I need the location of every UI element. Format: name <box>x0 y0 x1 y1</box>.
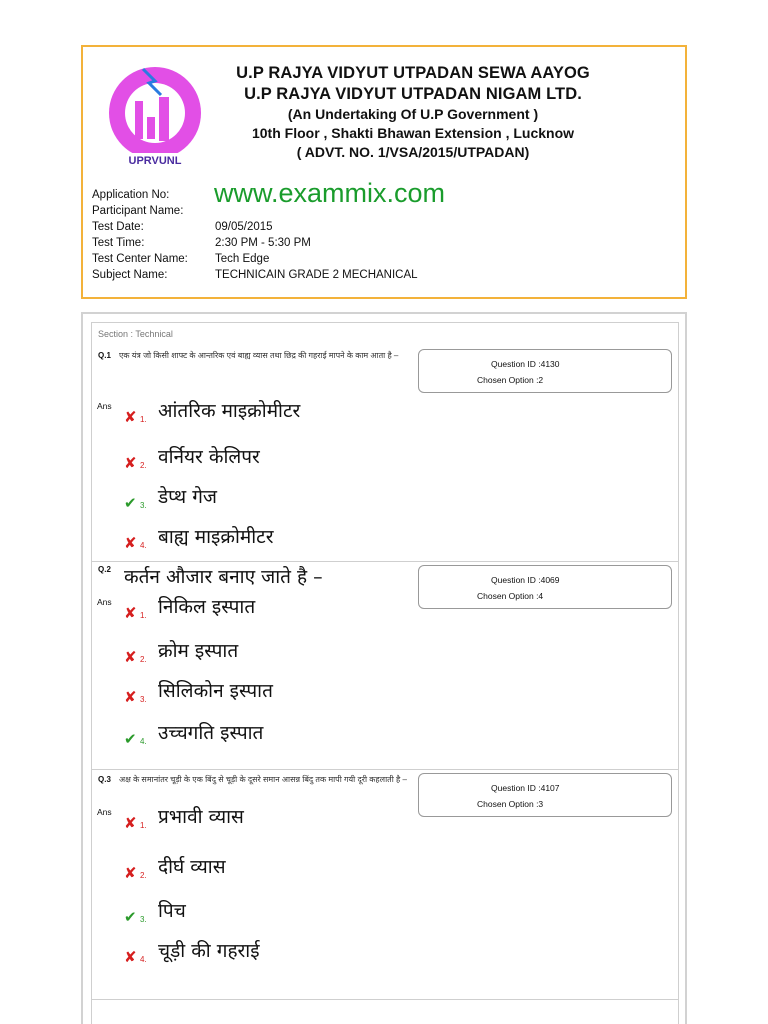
header-titles <box>213 63 613 162</box>
info-value: Tech Edge <box>215 253 270 265</box>
info-row <box>92 187 418 203</box>
option-number: 1. <box>140 821 147 830</box>
ans-label: Ans <box>97 401 112 411</box>
cross-icon: ✘ <box>124 409 137 426</box>
header-box <box>81 45 687 299</box>
option-text: पिच <box>158 900 186 922</box>
question-info-box <box>418 565 672 609</box>
option-number: 3. <box>140 695 147 704</box>
chosen-option: Chosen Option :4 <box>477 591 544 601</box>
question-text: अक्ष के समानांतर चूड़ी के एक बिंदु से चूड़ी के दूसरे समान आसन्न बिंदु तक मापी गयी दूरी कहलाती है – <box>119 775 407 784</box>
option-text: निकिल इस्पात <box>158 596 256 618</box>
org-title-2: U.P RAJYA VIDYUT UTPADAN NIGAM LTD. <box>244 85 582 103</box>
option-text: वर्नियर केलिपर <box>158 446 260 468</box>
option-text: दीर्घ व्यास <box>158 856 226 878</box>
question-number: Q.3 <box>98 775 111 784</box>
question-id: Question ID :4069 <box>491 575 560 585</box>
option-text: उच्चगति इस्पात <box>158 722 264 744</box>
check-icon: ✔ <box>124 495 137 512</box>
option-text: आंतरिक माइक्रोमीटर <box>158 400 301 422</box>
chosen-option: Chosen Option :3 <box>477 799 544 809</box>
website-link[interactable]: www.exammix.com <box>214 178 446 208</box>
option-number: 4. <box>140 955 147 964</box>
org-subtitle: (An Undertaking Of U.P Government ) <box>287 106 539 122</box>
info-row <box>92 251 418 267</box>
info-row <box>92 203 418 219</box>
cross-icon: ✘ <box>124 649 137 666</box>
cross-icon: ✘ <box>124 605 137 622</box>
advt-number: ( ADVT. NO. 1/VSA/2015/UTPADAN) <box>296 144 530 160</box>
ans-label: Ans <box>97 597 112 607</box>
info-row <box>92 235 418 251</box>
cross-icon: ✘ <box>124 815 137 832</box>
option-text: चूड़ी की गहराई <box>158 940 260 962</box>
question-id: Question ID :4130 <box>491 359 560 369</box>
cross-icon: ✘ <box>124 689 137 706</box>
option-number: 1. <box>140 611 147 620</box>
option-number: 3. <box>140 915 147 924</box>
info-row <box>92 219 418 235</box>
info-row <box>92 267 418 283</box>
option-text: बाह्य माइक्रोमीटर <box>158 526 274 548</box>
org-address: 10th Floor , Shakti Bhawan Extension , Lucknow <box>251 125 575 141</box>
uprvunl-logo <box>99 61 211 173</box>
question-block <box>92 561 678 770</box>
question-id: Question ID :4107 <box>491 783 560 793</box>
question-number: Q.2 <box>98 565 111 574</box>
logo-label: UPRVUNL <box>128 155 182 167</box>
questions-panel <box>81 312 687 1024</box>
info-label: Application No: <box>92 189 170 201</box>
question-block <box>92 345 678 562</box>
question-info-box <box>418 773 672 817</box>
info-value: 2:30 PM - 5:30 PM <box>215 237 311 249</box>
question-number: Q.1 <box>98 351 111 360</box>
option-number: 2. <box>140 655 147 664</box>
chosen-option: Chosen Option :2 <box>477 375 544 385</box>
check-icon: ✔ <box>124 731 137 748</box>
info-value: TECHNICAIN GRADE 2 MECHANICAL <box>215 269 418 281</box>
option-text: प्रभावी व्यास <box>158 806 244 828</box>
questions-inner <box>91 322 679 1024</box>
option-number: 4. <box>140 737 147 746</box>
info-label: Test Center Name: <box>92 253 188 265</box>
check-icon: ✔ <box>124 909 137 926</box>
question-block <box>92 769 678 1000</box>
ans-label: Ans <box>97 807 112 817</box>
candidate-info <box>92 187 418 283</box>
option-number: 4. <box>140 541 147 550</box>
info-label: Participant Name: <box>92 205 184 217</box>
option-text: डेप्थ गेज <box>158 486 217 508</box>
cross-icon: ✘ <box>124 455 137 472</box>
org-title-1: U.P RAJYA VIDYUT UTPADAN SEWA AAYOG <box>236 64 590 82</box>
cross-icon: ✘ <box>124 535 137 552</box>
option-number: 1. <box>140 415 147 424</box>
option-text: क्रोम इस्पात <box>158 640 239 662</box>
option-number: 2. <box>140 871 147 880</box>
info-label: Subject Name: <box>92 269 168 281</box>
question-text: कर्तन औजार बनाए जाते है – <box>124 566 323 588</box>
question-info-box <box>418 349 672 393</box>
cross-icon: ✘ <box>124 865 137 882</box>
option-number: 3. <box>140 501 147 510</box>
option-number: 2. <box>140 461 147 470</box>
question-text: एक यंत्र जो किसी शाफ्ट के आन्तरिक एवं बाह्य व्यास तथा छिद्र की गहराई मापने के काम आता है – <box>119 351 399 360</box>
option-text: सिलिकोन इस्पात <box>158 680 273 702</box>
info-label: Test Time: <box>92 237 145 249</box>
info-label: Test Date: <box>92 221 144 233</box>
section-label: Section : Technical <box>98 329 173 339</box>
cross-icon: ✘ <box>124 949 137 966</box>
info-value: 09/05/2015 <box>215 221 273 233</box>
